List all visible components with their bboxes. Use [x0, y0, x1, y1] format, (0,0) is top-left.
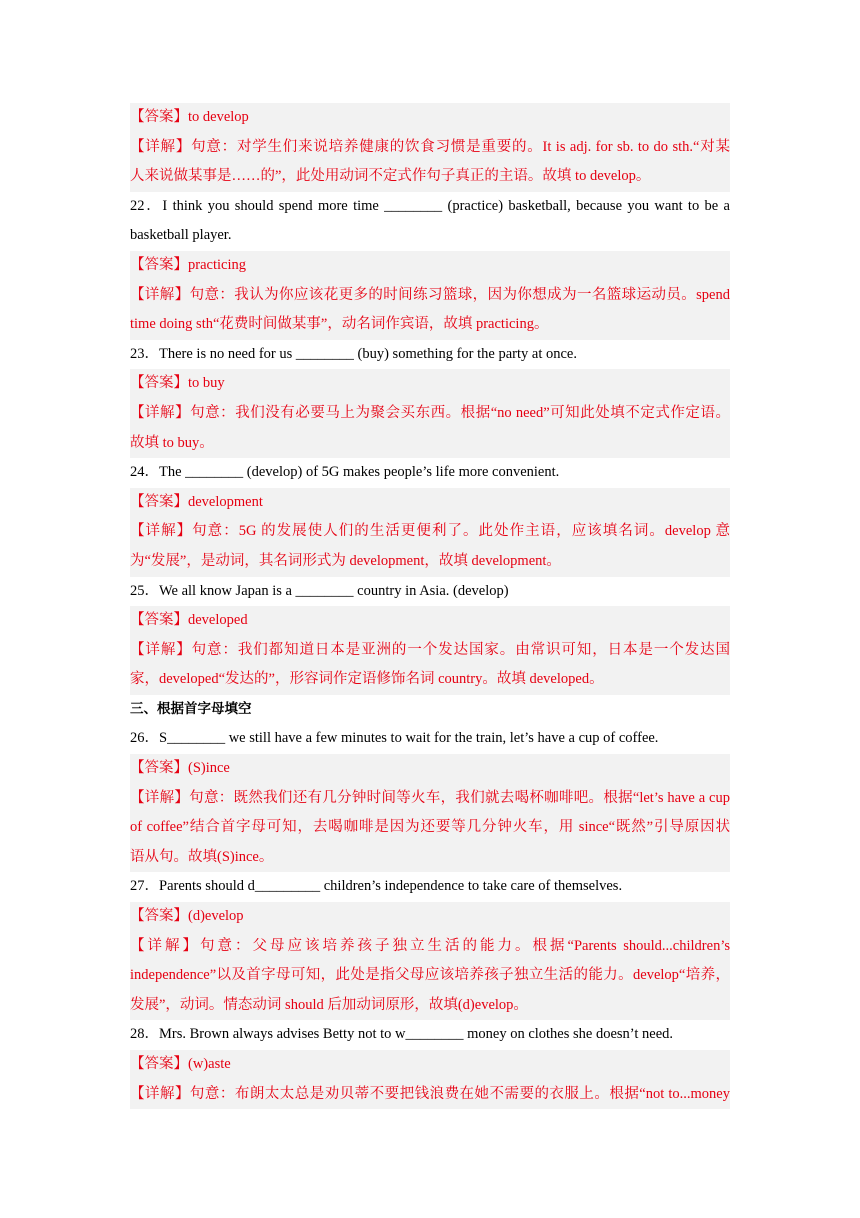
answer-line: 【答案】(d)evelop	[130, 902, 730, 932]
explanation-line: 家，developed“发达的”，形容词作定语修饰名词 country。故填 developed。	[130, 665, 730, 695]
answer-line: 【答案】to develop	[130, 103, 730, 133]
section-heading: 三、根据首字母填空	[130, 700, 252, 717]
explanation-line: 【详解】句意：我们没有必要马上为聚会买东西。根据“no need”可知此处填不定式作定语。	[130, 399, 730, 429]
explanation-line: of coffee”结合首字母可知，去喝咖啡是因为还要等几分钟火车，用 since“既然”引导原因状	[130, 813, 730, 843]
explanation-line: 【详解】句意：我认为你应该花更多的时间练习篮球，因为你想成为一名篮球运动员。spend	[130, 281, 730, 311]
answer-line: 【答案】developed	[130, 606, 730, 636]
explanation-line: 语从句。故填(S)ince。	[130, 843, 730, 873]
explanation-line: 发展”，动词。情态动词 should 后加动词原形，故填(d)evelop。	[130, 991, 730, 1021]
answer-line: 【答案】development	[130, 488, 730, 518]
question-line: basketball player.	[130, 227, 232, 244]
explanation-line: 【详解】句意：我们都知道日本是亚洲的一个发达国家。由常识可知，日本是一个发达国	[130, 636, 730, 666]
explanation-line: 【详解】句意：5G 的发展使人们的生活更便利了。此处作主语，应该填名词。develop 意	[130, 517, 730, 547]
answer-line: 【答案】practicing	[130, 251, 730, 281]
question-line: 26．S________ we still have a few minutes to wait for the train, let’s have a cup of coffee.	[130, 730, 659, 747]
question-line: 25．We all know Japan is a ________ country in Asia. (develop)	[130, 582, 509, 599]
explanation-line: 【详解】句意：布朗太太总是劝贝蒂不要把钱浪费在她不需要的衣服上。根据“not to...money	[130, 1080, 730, 1110]
explanation-line: 故填 to buy。	[130, 429, 730, 459]
answer-line: 【答案】(w)aste	[130, 1050, 730, 1080]
question-line: 22．I think you should spend more time ________ (practice) basketball, because you want to be a	[130, 197, 730, 214]
question-line: 24．The ________ (develop) of 5G makes people’s life more convenient.	[130, 464, 560, 481]
explanation-line: time doing sth“花费时间做某事”，动名词作宾语，故填 practicing。	[130, 310, 730, 340]
explanation-line: independence”以及首字母可知，此处是指父母应该培养孩子独立生活的能力。develop“培养，	[130, 961, 730, 991]
question-line: 27．Parents should d_________ children’s independence to take care of themselves.	[130, 878, 623, 895]
explanation-line: 人来说做某事是……的”，此处用动词不定式作句子真正的主语。故填 to develop。	[130, 162, 730, 192]
answer-line: 【答案】to buy	[130, 369, 730, 399]
answer-line: 【答案】(S)ince	[130, 754, 730, 784]
question-line: 23．There is no need for us ________ (buy) something for the party at once.	[130, 345, 577, 362]
explanation-line: 为“发展”，是动词，其名词形式为 development，故填 development。	[130, 547, 730, 577]
explanation-line: 【详解】句意：父母应该培养孩子独立生活的能力。根据“Parents should...children’s	[130, 932, 730, 962]
explanation-line: 【详解】句意：既然我们还有几分钟时间等火车，我们就去喝杯咖啡吧。根据“let’s have a cup	[130, 784, 730, 814]
document-page	[130, 103, 730, 1109]
explanation-line: 【详解】句意：对学生们来说培养健康的饮食习惯是重要的。It is adj. for sb. to do sth.“对某	[130, 133, 730, 163]
question-line: 28．Mrs. Brown always advises Betty not to w________ money on clothes she doesn’t need.	[130, 1026, 674, 1043]
